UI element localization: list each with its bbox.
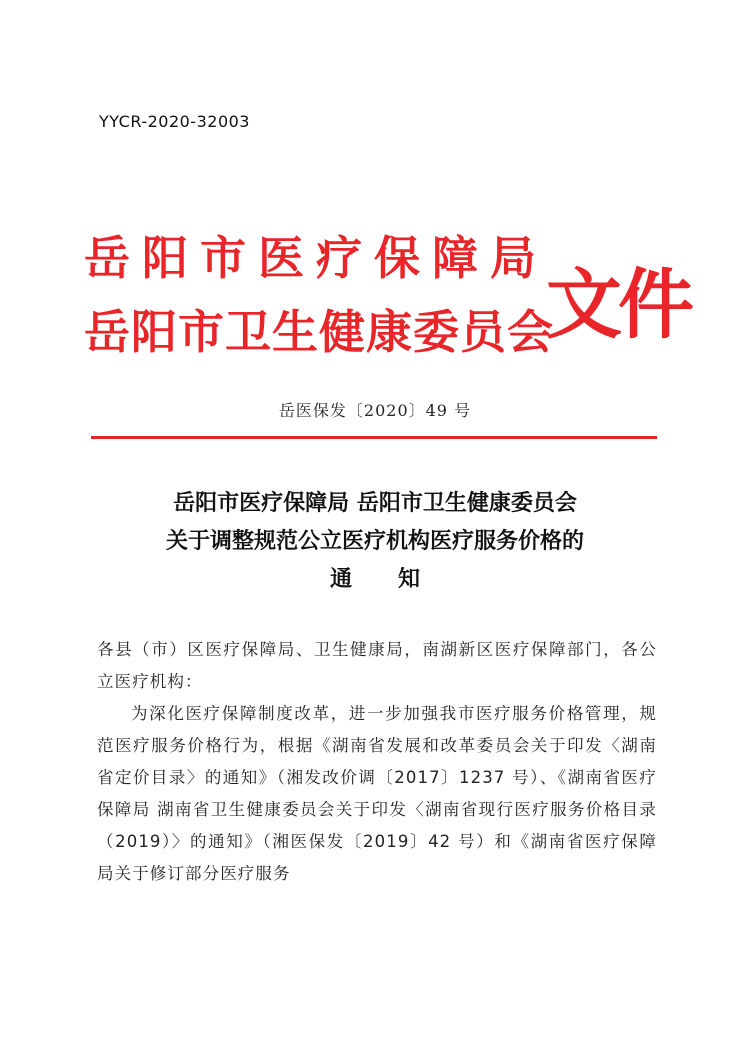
document-type-label: 文件 — [546, 260, 690, 349]
issuing-organizations-header — [84, 222, 690, 372]
document-body — [97, 634, 657, 890]
file-number: 岳医保发〔2020〕49 号 — [278, 401, 472, 420]
title-line-1: 岳阳市医疗保障局 岳阳市卫生健康委员会 — [173, 490, 577, 516]
document-title — [0, 484, 750, 598]
body-paragraph-1: 为深化医疗保障制度改革，进一步加强我市医疗服务价格管理，规范医疗服务价格行为，根据《湖南省发展和改革委员会关于印发〈湖南省定价目录〉的通知》（湘发改价调〔2017〕1237 号）、《湖南省医疗保障局 湖南省卫生健康委员会关于印发〈湖南省现行医疗服务价格目录（2019）〉的通知》（湘医保发〔2019〕42 号）和《湖南省医疗保障局关于修订部分医疗服务 — [97, 704, 657, 883]
title-line-3: 通知 — [329, 566, 466, 592]
salutation: 各县（市）区医疗保障局、卫生健康局，南湖新区医疗保障部门，各公立医疗机构： — [97, 640, 657, 691]
issuing-org-medical-security-bureau: 岳阳市医疗保障局 — [84, 231, 548, 285]
issuing-org-health-commission: 岳阳市卫生健康委员会 — [84, 305, 554, 359]
header-divider-line — [91, 436, 657, 439]
document-id: YYCR-2020-32003 — [99, 112, 250, 131]
title-line-2: 关于调整规范公立医疗机构医疗服务价格的 — [165, 528, 584, 554]
